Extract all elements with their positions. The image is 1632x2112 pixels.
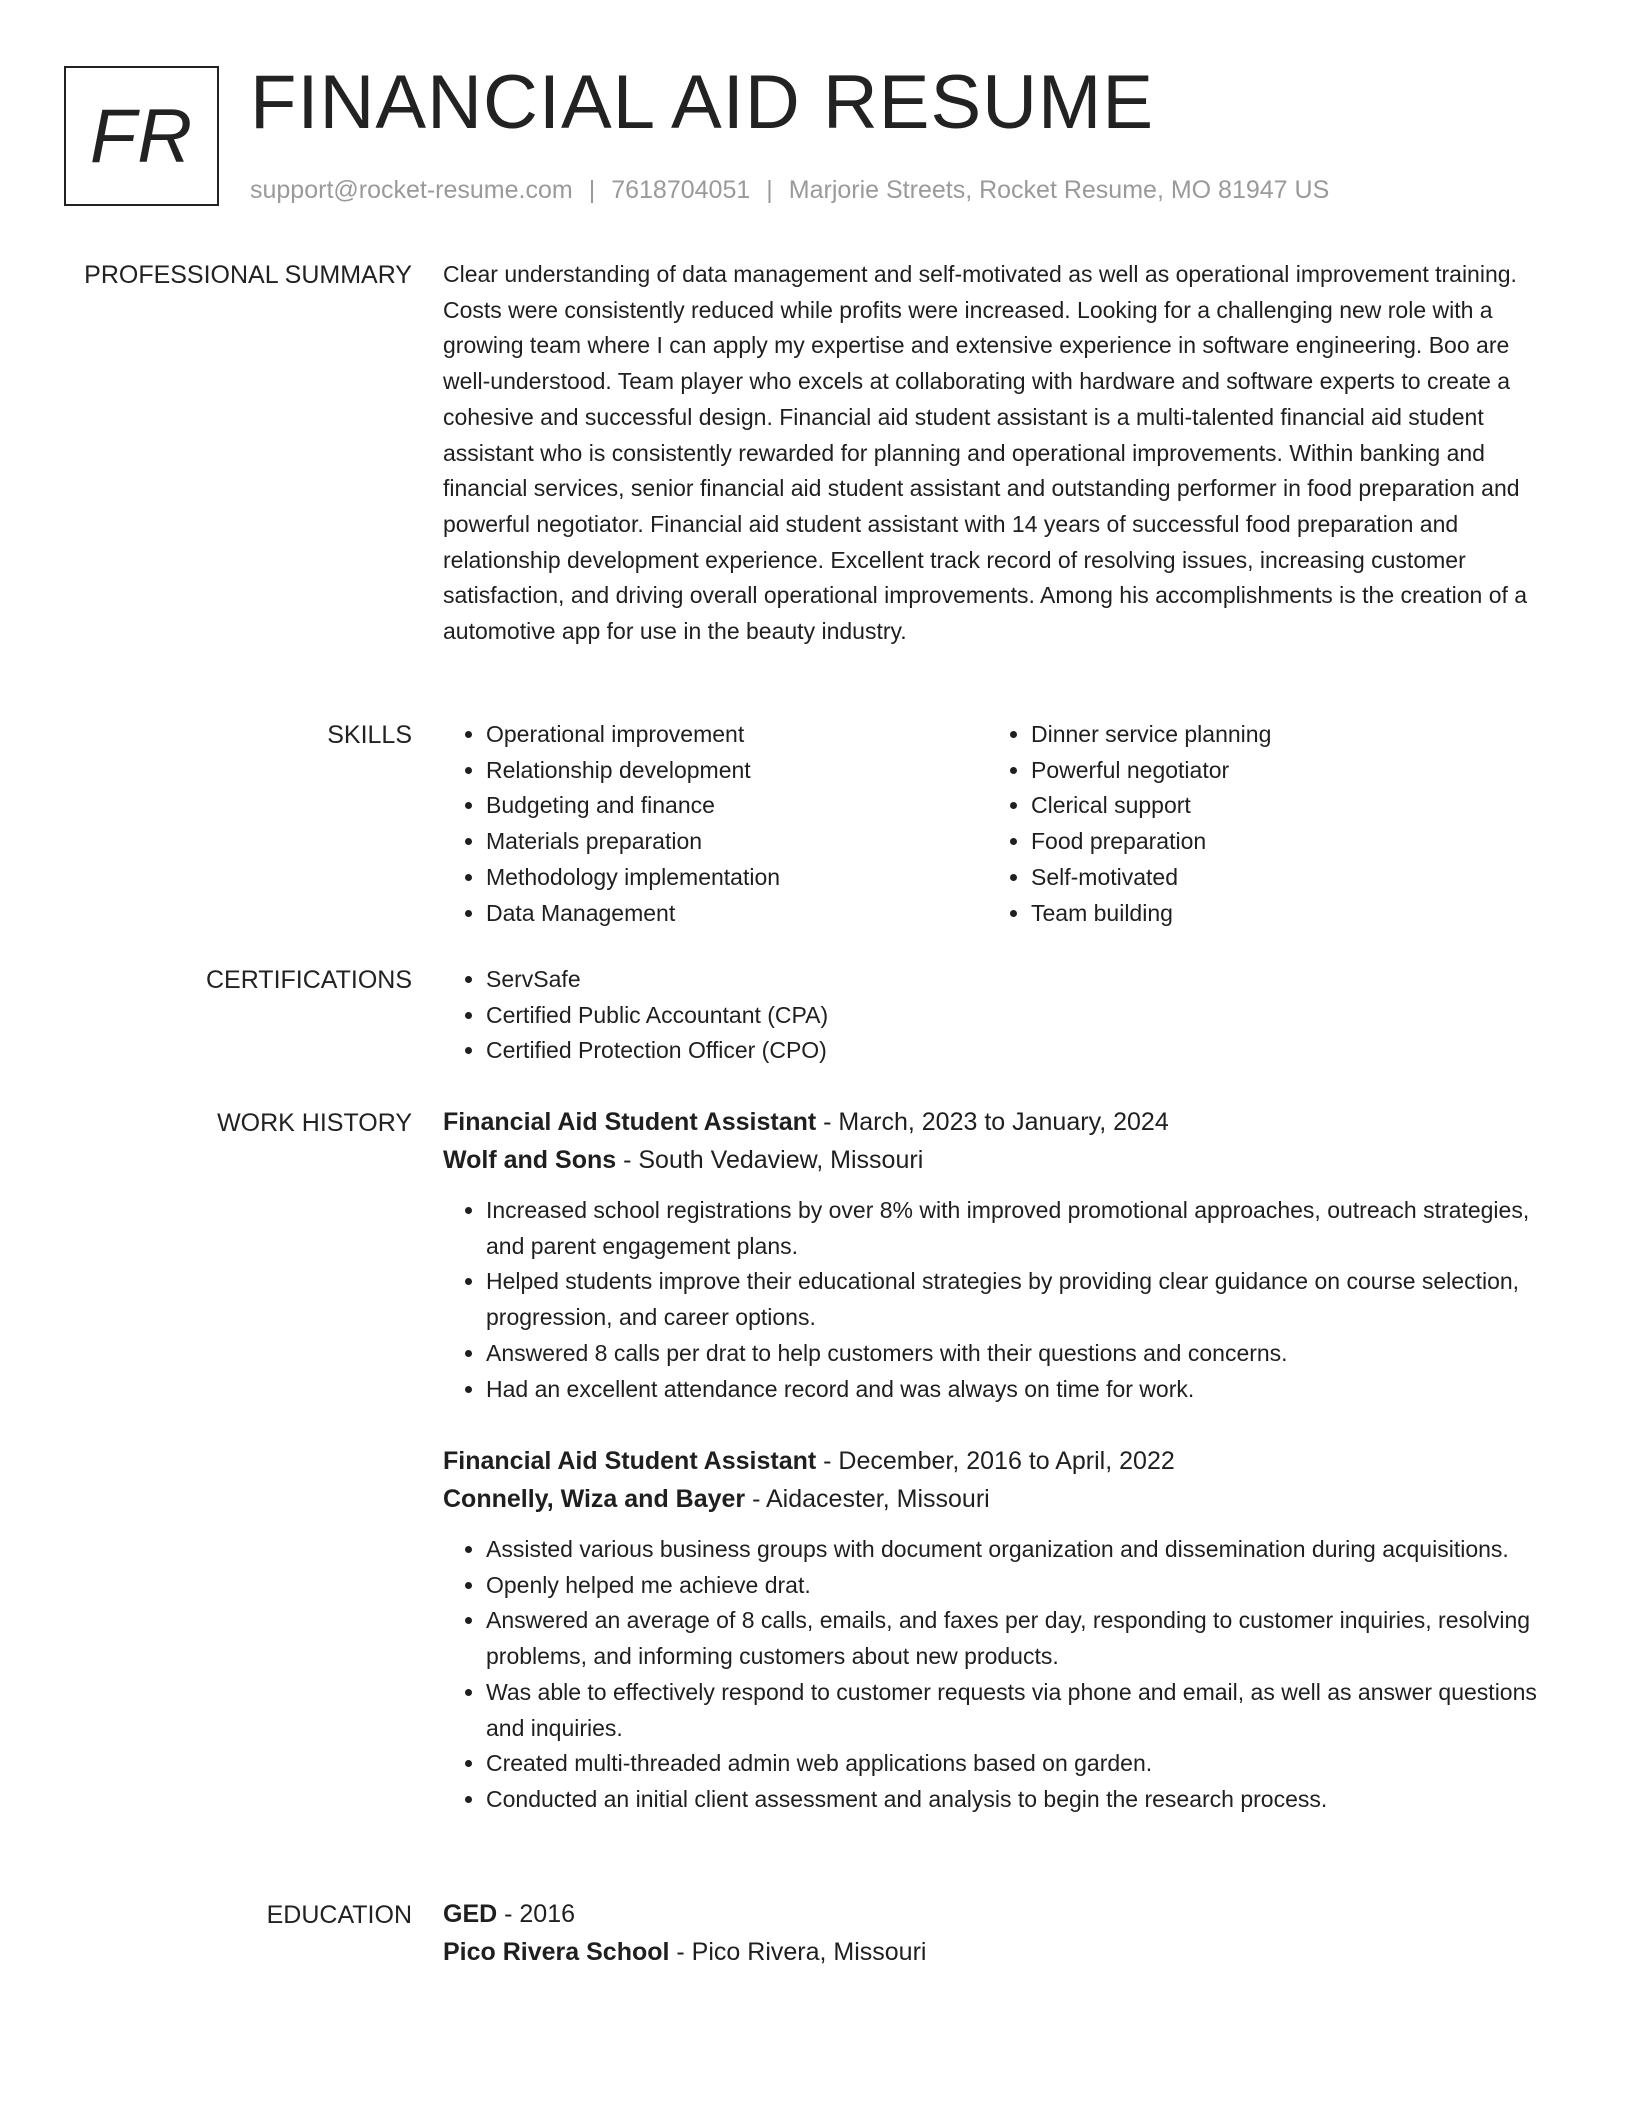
contact-line — [250, 172, 1329, 208]
education-school-line — [443, 1933, 1548, 1971]
job-title: Financial Aid Student Assistant — [443, 1447, 817, 1475]
section-label-summary: PROFESSIONAL SUMMARY — [84, 261, 412, 289]
job-entry — [443, 1442, 1548, 1818]
education-school: Pico Rivera School — [443, 1938, 670, 1966]
skill-item: • Self-motivated — [1031, 860, 1533, 896]
education-degree-line — [443, 1895, 1548, 1933]
job-entry — [443, 1103, 1548, 1407]
job-title-line — [443, 1103, 1548, 1141]
skill-item: • Operational improvement — [486, 717, 988, 753]
job-company: Wolf and Sons — [443, 1146, 617, 1174]
job-location: - South Vedaview, Missouri — [616, 1146, 924, 1174]
job-company-line — [443, 1480, 1548, 1518]
section-label-work-history: WORK HISTORY — [217, 1109, 412, 1137]
job-bullet: • Answered 8 calls per drat to help customers with their questions and concerns. — [486, 1336, 1548, 1372]
job-company-line — [443, 1141, 1548, 1179]
section-label-certifications: CERTIFICATIONS — [205, 966, 412, 994]
job-company: Connelly, Wiza and Bayer — [443, 1485, 746, 1513]
certification-item: • Certified Public Accountant (CPA) — [486, 998, 1548, 1034]
skills-column-left — [443, 717, 988, 931]
job-bullet: • Increased school registrations by over 8% with improved promotional approaches, outreach strategies, and parent engagement plans. — [486, 1193, 1548, 1264]
job-bullet: • Helped students improve their educational strategies by providing clear guidance on course selection, progression, and career options. — [486, 1264, 1548, 1335]
skill-item: • Powerful negotiator — [1031, 753, 1533, 789]
education-location: - Pico Rivera, Missouri — [669, 1938, 927, 1966]
contact-address: Marjorie Streets, Rocket Resume, MO 81947 US — [788, 176, 1330, 204]
summary-block — [443, 257, 1548, 650]
job-bullet: • Conducted an initial client assessment and analysis to begin the research process. — [486, 1782, 1548, 1818]
education-year: - 2016 — [497, 1900, 576, 1928]
skill-item: • Budgeting and finance — [486, 788, 988, 824]
job-location: - Aidacester, Missouri — [745, 1485, 990, 1513]
job-bullet: • Was able to effectively respond to customer requests via phone and email, as well as answer questions and inquiries. — [486, 1675, 1548, 1746]
job-dates: - March, 2023 to January, 2024 — [816, 1108, 1169, 1136]
summary-text: Clear understanding of data management and self-motivated as well as operational improvement training. Costs were consistently reduced while profits were increased. Looking for a challenging new role with a growing team where I can apply my expertise and extensive experience in software engineering. Boo are well-understood. Team player who excels at collaborating with hardware and software experts to create a cohesive and successful design. Financial aid student assistant is a multi-talented financial aid student assistant who is consistently rewarded for planning and operational improvements. Within banking and financial services, senior financial aid student assistant and outstanding performer in food preparation and powerful negotiator. Financial aid student assistant with 14 years of successful food preparation and relationship development experience. Excellent track record of resolving issues, increasing customer satisfaction, and driving overall operational improvements. Among his accomplishments is the creation of a automotive app for use in the beauty industry. — [443, 261, 1528, 645]
job-bullet: • Answered an average of 8 calls, emails, and faxes per day, responding to customer inquiries, resolving problems, and informing customers about new products. — [486, 1603, 1548, 1674]
skill-item: • Methodology implementation — [486, 860, 988, 896]
contact-phone[interactable]: 7618704051 — [611, 176, 751, 204]
job-dates: - December, 2016 to April, 2022 — [816, 1447, 1175, 1475]
job-title-line — [443, 1442, 1548, 1480]
contact-email[interactable]: support@rocket-resume.com — [250, 176, 573, 204]
job-bullet: • Openly helped me achieve drat. — [486, 1568, 1548, 1604]
skills-column-right — [988, 717, 1533, 931]
job-bullet: • Created multi-threaded admin web applications based on garden. — [486, 1746, 1548, 1782]
skill-item: • Data Management — [486, 896, 988, 932]
job-bullet: • Assisted various business groups with document organization and dissemination during acquisitions. — [486, 1532, 1548, 1568]
education-degree: GED — [443, 1900, 498, 1928]
section-label-education: EDUCATION — [266, 1901, 412, 1929]
skill-item: • Clerical support — [1031, 788, 1533, 824]
skill-item: • Food preparation — [1031, 824, 1533, 860]
certification-item: • ServSafe — [486, 962, 1548, 998]
certification-item: • Certified Protection Officer (CPO) — [486, 1033, 1548, 1069]
education-entry — [443, 1895, 1548, 1971]
resume-title: FINANCIAL AID RESUME — [250, 60, 1155, 145]
job-bullet: • Had an excellent attendance record and was always on time for work. — [486, 1372, 1548, 1408]
contact-separator: | — [588, 176, 596, 204]
monogram-logo: FR — [64, 66, 219, 206]
skill-item: • Dinner service planning — [1031, 717, 1533, 753]
job-title: Financial Aid Student Assistant — [443, 1108, 817, 1136]
skills-block — [443, 717, 1548, 931]
section-label-skills: SKILLS — [327, 721, 412, 749]
contact-separator: | — [766, 176, 773, 204]
skill-item: • Materials preparation — [486, 824, 988, 860]
certifications-block — [443, 962, 1548, 1069]
skill-item: • Team building — [1031, 896, 1533, 932]
skill-item: • Relationship development — [486, 753, 988, 789]
